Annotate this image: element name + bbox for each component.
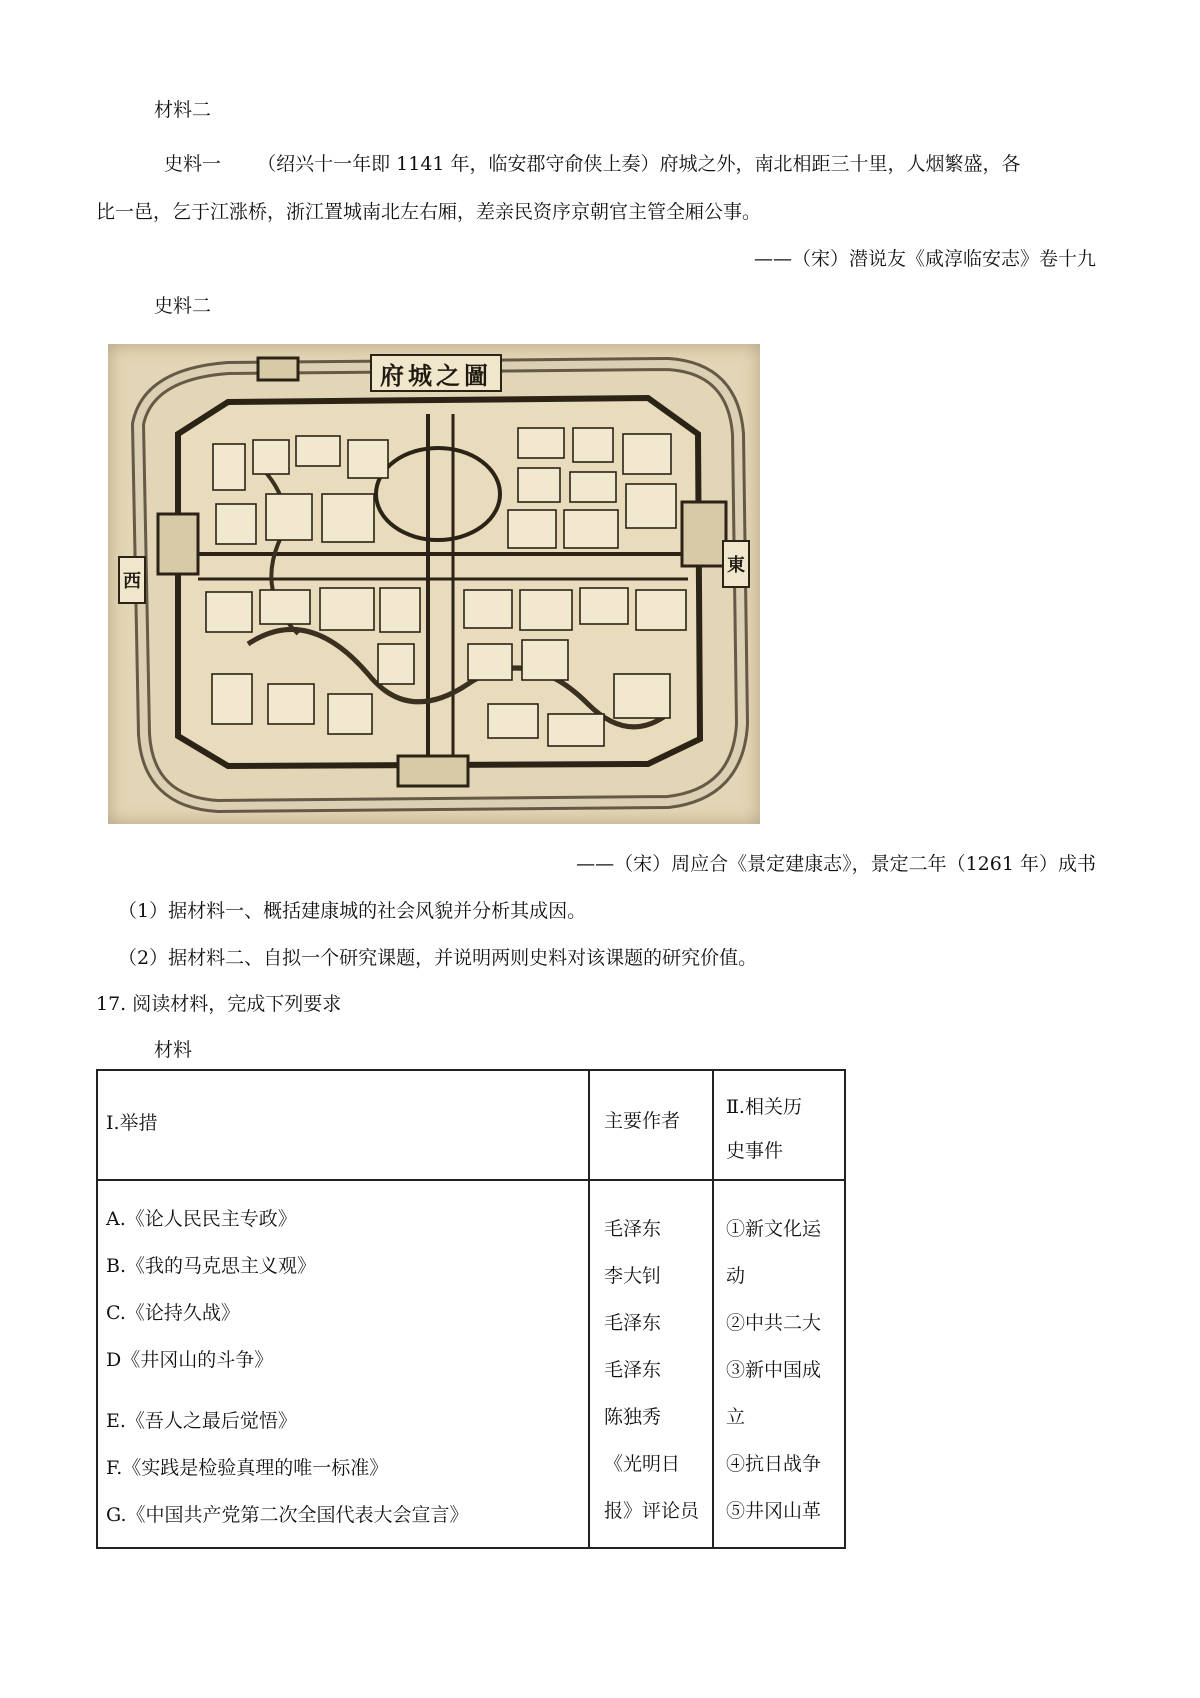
source2-label: 史料二 [154, 295, 212, 317]
q17-material-label: 材料 [154, 1039, 193, 1061]
source2-citation: ——（宋）周应合《景定建康志》，景定二年（1261 年）成书 [576, 853, 1096, 875]
source1-text-line1: （绍兴十一年即 1141 年，临安郡守俞侠上奏）府城之外，南北相距三十里，人烟繁盛，各 [257, 153, 1021, 175]
col-header-author: 主要作者 [604, 1110, 681, 1132]
author-item: 毛泽东 [604, 1359, 662, 1381]
events-cell [713, 1180, 845, 1548]
author-item: 《光明日 [604, 1453, 681, 1475]
event-item: ⑤井冈山革 [726, 1500, 822, 1522]
map-gate-west-label: 西 [118, 556, 146, 604]
question-2: （2）据材料二、自拟一个研究课题，并说明两则史料对该课题的研究价值。 [118, 947, 758, 969]
author-item: 报》评论员 [604, 1500, 700, 1522]
measure-item: B.《我的马克思主义观》 [106, 1255, 317, 1277]
source1-paragraph [164, 150, 1021, 178]
city-map-drawing [108, 344, 760, 824]
author-item: 毛泽东 [604, 1312, 662, 1334]
q17-title: 17. 阅读材料，完成下列要求 [96, 993, 342, 1015]
author-item: 李大钊 [604, 1265, 662, 1287]
header-cell-events [713, 1070, 845, 1180]
source1-text-line2: 比一邑，乞于江涨桥，浙江置城南北左右厢，差亲民资序京朝官主管全厢公事。 [96, 201, 762, 223]
source1-citation: ——（宋）潜说友《咸淳临安志》卷十九 [753, 248, 1096, 270]
measure-item: D《井冈山的斗争》 [106, 1349, 274, 1371]
historical-city-map [108, 344, 760, 824]
table-body-row [97, 1180, 845, 1548]
measure-item: E.《吾人之最后觉悟》 [106, 1410, 297, 1432]
map-gate-east-label: 東 [722, 540, 750, 588]
authors-cell [589, 1180, 713, 1548]
source1-label: 史料一 [164, 153, 222, 175]
author-item: 陈独秀 [604, 1406, 662, 1428]
table-header-row [97, 1070, 845, 1180]
measures-cell [97, 1180, 589, 1548]
col-header-events-line1: Ⅱ.相关历 [726, 1096, 802, 1118]
header-cell-author [589, 1070, 713, 1180]
event-item: ④抗日战争 [726, 1453, 822, 1475]
measure-item: C.《论持久战》 [106, 1302, 240, 1324]
col-header-events-line2: 史事件 [726, 1140, 784, 1162]
event-item: 立 [726, 1406, 746, 1428]
event-item: 动 [726, 1265, 746, 1287]
author-item: 毛泽东 [604, 1218, 662, 1240]
measure-item: G.《中国共产党第二次全国代表大会宣言》 [106, 1504, 469, 1526]
question-1: （1）据材料一、概括建康城的社会风貌并分析其成因。 [118, 900, 587, 922]
material-heading: 材料二 [154, 99, 212, 121]
measure-item: F.《实践是检验真理的唯一标准》 [106, 1457, 389, 1479]
event-item: ②中共二大 [726, 1312, 822, 1334]
event-item: ①新文化运 [726, 1218, 822, 1240]
material-table [96, 1069, 846, 1549]
map-title: 府城之圖 [370, 354, 502, 392]
measure-item: A.《论人民民主专政》 [106, 1208, 297, 1230]
event-item: ③新中国成 [726, 1359, 822, 1381]
col-header-measures: Ⅰ.举措 [106, 1112, 158, 1134]
col-header-events [714, 1071, 844, 1173]
header-cell-measures [97, 1070, 589, 1180]
